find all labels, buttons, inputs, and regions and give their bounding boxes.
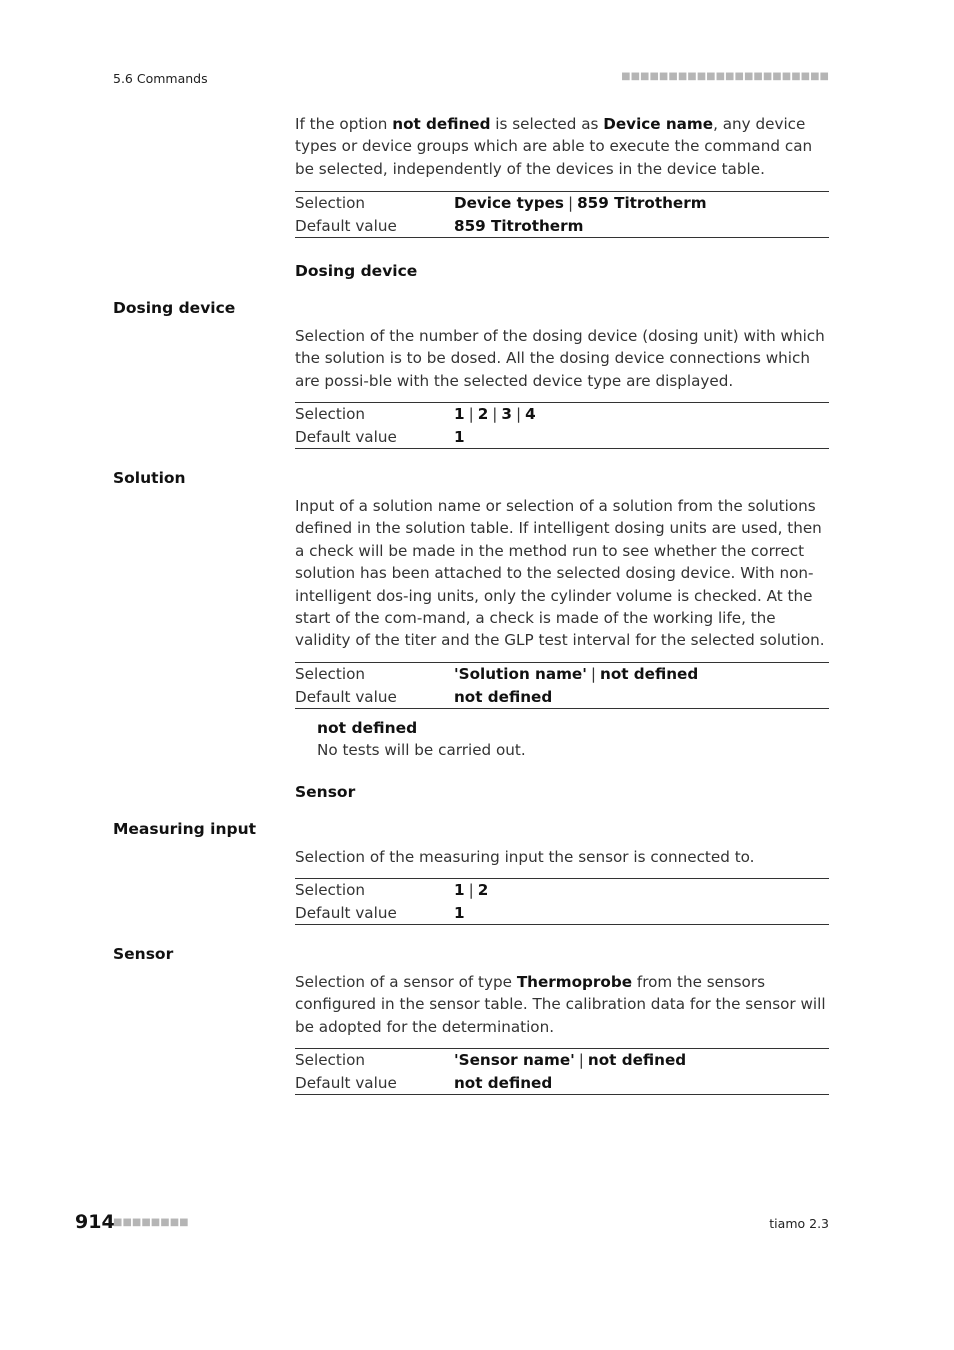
default-label: Default value bbox=[295, 903, 397, 922]
intro-paragraph: If the option not defined is selected as Device name, any device types or device groups which are able to execute the command can be selected, independently of the devices in the device table. bbox=[295, 115, 813, 178]
measuring-input-table bbox=[295, 878, 829, 925]
product-version: tiamo 2.3 bbox=[769, 1216, 829, 1231]
solution-label: Solution bbox=[113, 469, 186, 487]
selection-label: Selection bbox=[295, 194, 365, 212]
measuring-input-label: Measuring input bbox=[113, 820, 257, 838]
selection-label: Selection bbox=[295, 665, 365, 683]
sensor-heading: Sensor bbox=[295, 783, 356, 801]
solution-note-title: not defined bbox=[317, 719, 418, 737]
dosing-device-heading: Dosing device bbox=[295, 262, 418, 280]
selection-label: Selection bbox=[295, 405, 365, 423]
selection-label: Selection bbox=[295, 1051, 365, 1069]
default-value: not defined bbox=[454, 1073, 553, 1092]
selection-values: 1 | 2 | 3 | 4 bbox=[454, 405, 536, 423]
sensor-table bbox=[295, 1048, 829, 1095]
default-label: Default value bbox=[295, 427, 397, 446]
footer-dots: ■■■■■■■■ bbox=[113, 1217, 189, 1228]
default-label: Default value bbox=[295, 687, 397, 706]
dosing-device-description: Selection of the number of the dosing device (dosing unit) with which the solution is to be dosed. All the dosing device connections which are possi-ble with the selected device type are displayed. bbox=[295, 327, 825, 390]
page-number: 914 bbox=[75, 1211, 115, 1233]
option-device-name: Device name bbox=[603, 115, 714, 133]
default-label: Default value bbox=[295, 216, 397, 235]
default-label: Default value bbox=[295, 1073, 397, 1092]
sensor-description: Selection of a sensor of type Thermoprobe from the sensors configured in the sensor table. The calibration data for the sensor will be adopted for the determination. bbox=[295, 973, 826, 1036]
running-header-section: 5.6 Commands bbox=[113, 71, 208, 86]
default-value: 859 Titrotherm bbox=[454, 216, 584, 235]
dosing-device-label: Dosing device bbox=[113, 299, 236, 317]
selection-values: 'Sensor name' | not defined bbox=[454, 1051, 687, 1069]
measuring-input-description: Selection of the measuring input the sensor is connected to. bbox=[295, 848, 755, 866]
option-not-defined: not defined bbox=[392, 115, 491, 133]
dosing-device-table bbox=[295, 402, 829, 449]
default-value: 1 bbox=[454, 903, 465, 922]
sensor-label: Sensor bbox=[113, 945, 174, 963]
solution-table bbox=[295, 662, 829, 709]
default-value: 1 bbox=[454, 427, 465, 446]
solution-description: Input of a solution name or selection of a solution from the solutions defined in the solution table. If intelligent dosing units are used, then a check will be made in the method run to see whether the correct solution has been attached to the selected dosing device. With non-intelligent dos-ing units, only the cylinder volume is checked. At the start of the com-mand, a check is made of the working life, the validity of the titer and the GLP test interval for the selected solution. bbox=[295, 497, 825, 650]
solution-note-text: No tests will be carried out. bbox=[317, 741, 526, 759]
selection-values: Device types | 859 Titrotherm bbox=[454, 194, 707, 212]
selection-values: 'Solution name' | not defined bbox=[454, 665, 699, 683]
selection-label: Selection bbox=[295, 881, 365, 899]
selection-values: 1 | 2 bbox=[454, 881, 489, 899]
running-header-dots: ■■■■■■■■■■■■■■■■■■■■■■ bbox=[621, 71, 829, 82]
device-selection-table bbox=[295, 191, 829, 238]
sensor-type-thermoprobe: Thermoprobe bbox=[516, 973, 633, 991]
default-value: not defined bbox=[454, 687, 553, 706]
